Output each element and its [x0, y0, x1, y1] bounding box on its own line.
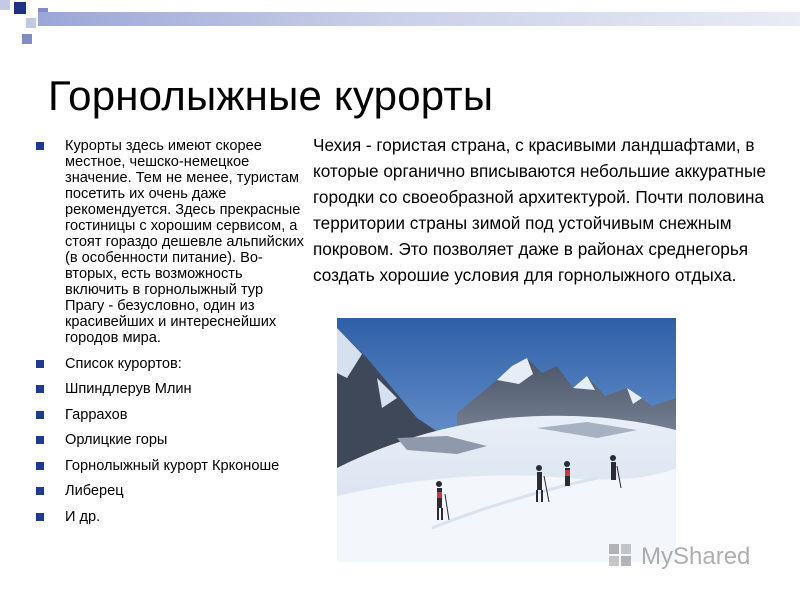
bullet-square-icon [36, 513, 44, 521]
watermark-graphic [607, 538, 767, 570]
decor-square-mid [22, 34, 32, 44]
header-bar [38, 12, 800, 26]
bullet-text: Либерец [65, 483, 124, 499]
bullet-text: И др. [65, 508, 101, 525]
decor-square-light [26, 18, 36, 28]
list-item [36, 138, 304, 346]
bullet-text: Горнолыжный курорт Крконоше [65, 457, 280, 474]
list-item [36, 432, 304, 448]
list-item [36, 407, 304, 423]
decor-square-dark [14, 2, 26, 14]
watermark-logo [607, 538, 767, 570]
intro-paragraph: Чехия - гористая страна, с красивыми ландшафтами, в которые органично вписываются небольшие аккуратные городки со своеобразной архитектурой. Почти половина территории страны зимой под устойчивым снежным покровом. Это позволяет даже в районах среднегорья создать хорошие условия для горнолыжного отдыха. [313, 135, 766, 285]
bullet-square-icon [36, 487, 44, 495]
list-item [36, 458, 304, 474]
bullet-square-icon [36, 436, 44, 444]
bullet-square-icon [36, 360, 44, 368]
list-item [36, 356, 304, 372]
list-item [36, 483, 304, 499]
slide-title: Горнолыжные курорты [48, 72, 494, 119]
decor-square-light [0, 0, 10, 10]
bullet-text: Курорты здесь имеют скорее местное, чешско-немецкое значение. Тем не менее, туристам посетить их очень даже рекомендуется. Здесь прекрасные гостиницы с хорошим сервисом, а стоят гораздо дешевле альпийских (в особенности питание). Во-вторых, есть возможность включить в горнолыжный тур Прагу - безусловно, один из красивейших и интереснейших городов мира. [65, 138, 304, 346]
bullet-text: Орлицкие горы [65, 432, 168, 448]
mountain-scene-image [337, 318, 676, 562]
bullet-text: Список курортов: [65, 355, 182, 372]
bullet-text: Гаррахов [65, 406, 128, 423]
bullet-list [36, 138, 304, 534]
bullet-square-icon [36, 411, 44, 419]
watermark-text: MyShared [641, 543, 751, 570]
list-item [36, 509, 304, 525]
bullet-text: Шпиндлерув Млин [65, 381, 192, 397]
ski-resort-photo [337, 318, 676, 562]
list-item [36, 381, 304, 397]
bullet-square-icon [36, 462, 44, 470]
bullet-square-icon [36, 142, 44, 150]
bullet-square-icon [36, 385, 44, 393]
